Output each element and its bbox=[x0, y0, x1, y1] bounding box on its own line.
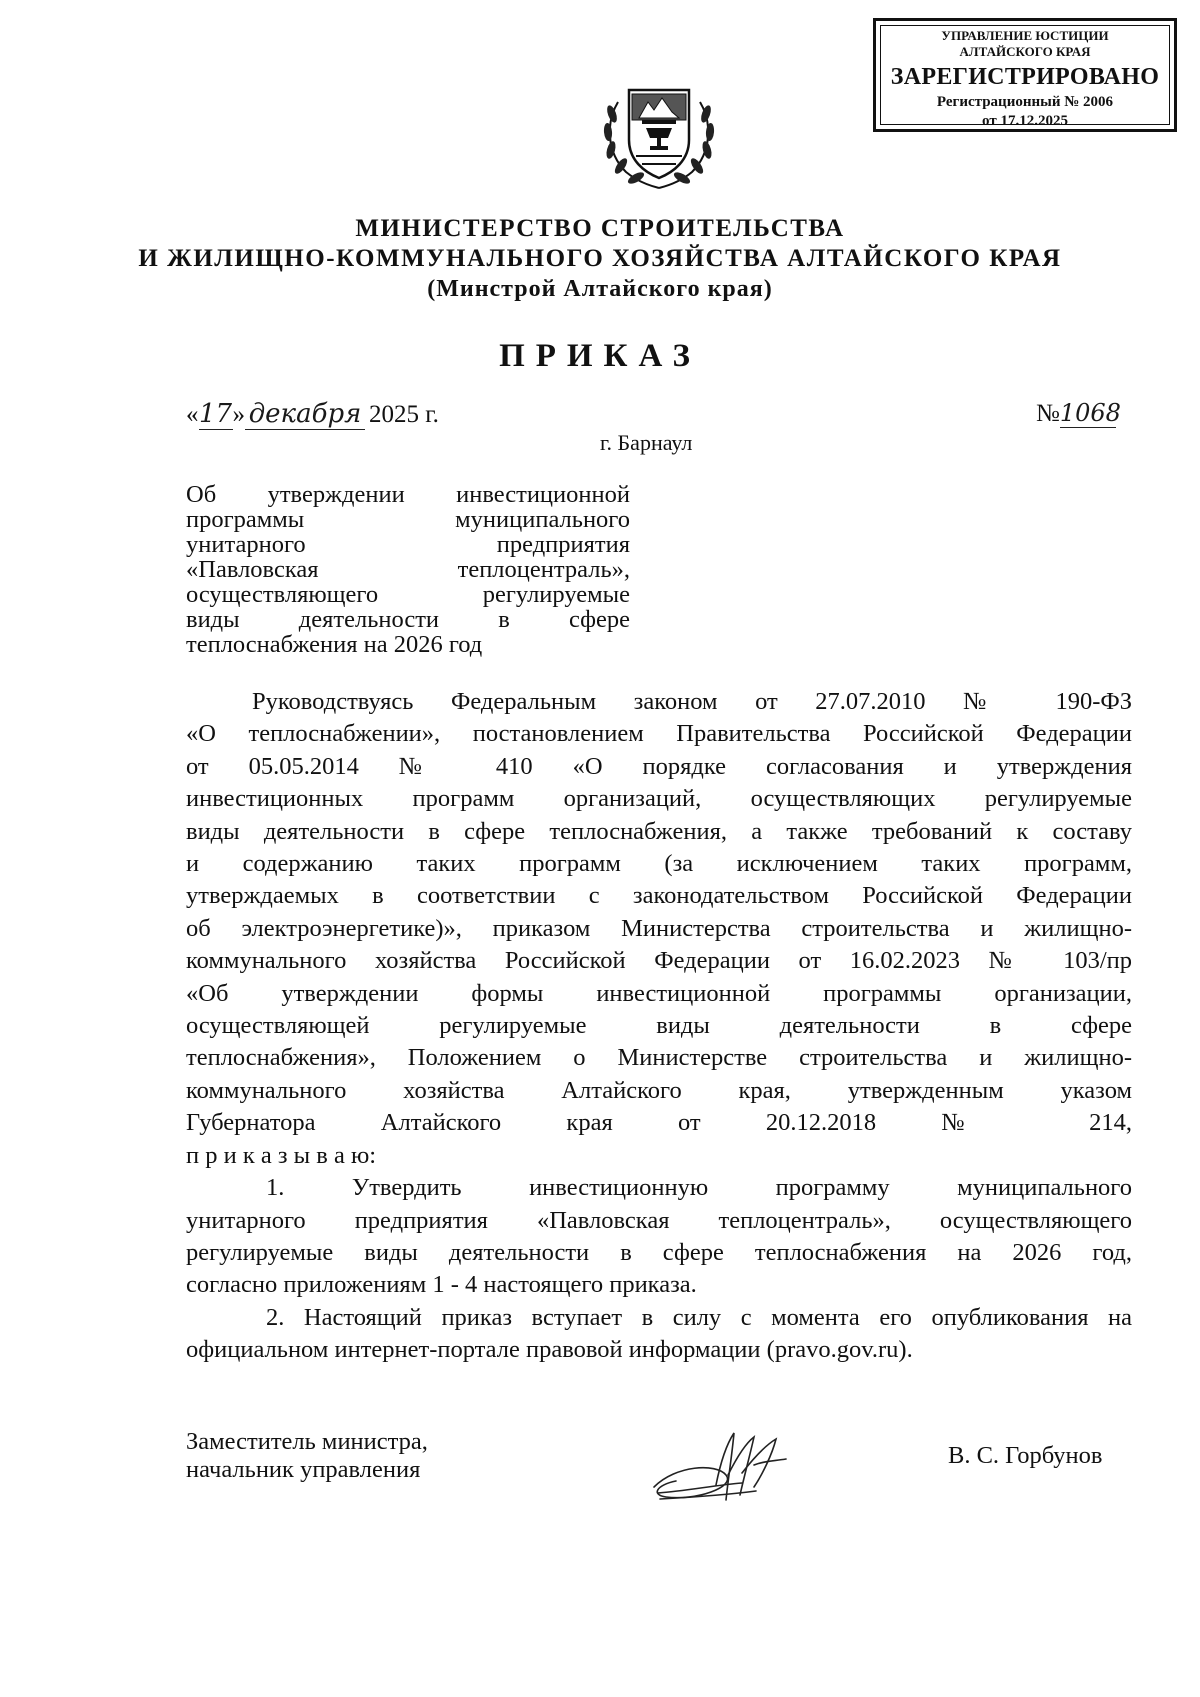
body-line: официальном интернет-портале правовой информации (pravo.gov.ru). bbox=[186, 1336, 913, 1364]
order-subject bbox=[186, 482, 630, 657]
order-body bbox=[186, 686, 1132, 1367]
signatory-name: В. С. Горбунов bbox=[948, 1442, 1103, 1469]
subject-line: осуществляющего регулируемые bbox=[186, 581, 630, 608]
number-value: 1068 bbox=[1059, 399, 1121, 427]
subject-line: «Павловская теплоцентраль», bbox=[186, 556, 630, 583]
subject-line: Об утверждении инвестиционной bbox=[186, 481, 630, 508]
document-title: ПРИКАЗ bbox=[499, 338, 701, 374]
body-line: 1. Утвердить инвестиционную программу муниципального bbox=[266, 1174, 1132, 1202]
body-line: осуществляющей регулируемые виды деятельности в сфере bbox=[186, 1012, 1132, 1040]
date-day: 17 bbox=[198, 399, 233, 429]
position-line2: начальник управления bbox=[186, 1456, 421, 1483]
subject-line: виды деятельности в сфере bbox=[186, 606, 630, 633]
order-number bbox=[1036, 399, 1121, 428]
stamp-reg-date: от 17.12.2025 bbox=[982, 113, 1068, 129]
body-line: «О теплоснабжении», постановлением Правительства Российской Федерации bbox=[186, 720, 1132, 748]
stamp-org-line1: УПРАВЛЕНИЕ ЮСТИЦИИ bbox=[941, 28, 1109, 43]
body-line: коммунального хозяйства Российской Федерации от 16.02.2023 № 103/пр bbox=[186, 947, 1132, 975]
subject-line: унитарного предприятия bbox=[186, 531, 630, 558]
ministry-name-line1: МИНИСТЕРСТВО СТРОИТЕЛЬСТВА bbox=[355, 215, 845, 242]
body-line: инвестиционных программ организаций, осуществляющих регулируемые bbox=[186, 785, 1132, 813]
city: г. Барнаул bbox=[600, 430, 693, 455]
ministry-short-name: (Минстрой Алтайского края) bbox=[427, 276, 773, 302]
number-prefix: № bbox=[1036, 400, 1060, 427]
subject-line: теплоснабжения на 2026 год bbox=[186, 631, 483, 658]
body-line: от 05.05.2014 № 410 «О порядке согласования и утверждения bbox=[186, 752, 1132, 780]
body-line: и содержанию таких программ (за исключением таких программ, bbox=[186, 850, 1132, 878]
order-date bbox=[186, 399, 439, 430]
body-line: «Об утверждении формы инвестиционной программы организации, bbox=[186, 979, 1132, 1007]
body-line: Руководствуясь Федеральным законом от 27.07.2010 № 190-ФЗ bbox=[252, 688, 1132, 715]
order-directive: п р и к а з ы в а ю: bbox=[186, 1141, 377, 1169]
body-line: 2. Настоящий приказ вступает в силу с момента его опубликования на bbox=[266, 1303, 1132, 1331]
stamp-reg-number: Регистрационный № 2006 bbox=[936, 94, 1114, 110]
stamp-org-line2: АЛТАЙСКОГО КРАЯ bbox=[959, 44, 1091, 59]
coat-of-arms-emblem bbox=[596, 72, 722, 192]
date-open-quote: « bbox=[186, 401, 199, 428]
position-line1: Заместитель министра, bbox=[186, 1428, 428, 1455]
body-line: коммунального хозяйства Алтайского края, утвержденным указом bbox=[186, 1076, 1132, 1104]
body-line: теплоснабжения», Положением о Министерстве строительства и жилищно- bbox=[186, 1044, 1132, 1072]
body-line: унитарного предприятия «Павловская теплоцентраль», осуществляющего bbox=[186, 1206, 1132, 1234]
date-year: 2025 г. bbox=[369, 401, 439, 428]
body-line: регулируемые виды деятельности в сфере теплоснабжения на 2026 год, bbox=[186, 1238, 1132, 1266]
body-line: об электроэнергетике)», приказом Министерства строительства и жилищно- bbox=[186, 914, 1132, 942]
ministry-name-line2: И ЖИЛИЩНО-КОММУНАЛЬНОГО ХОЗЯЙСТВА АЛТАЙСКОГО КРАЯ bbox=[138, 245, 1062, 272]
body-line: согласно приложениям 1 - 4 настоящего приказа. bbox=[186, 1271, 697, 1299]
body-line: Губернатора Алтайского края от 20.12.2018 № 214, bbox=[186, 1109, 1132, 1137]
signatory-position bbox=[186, 1428, 428, 1484]
registration-stamp bbox=[873, 18, 1177, 132]
date-close-quote: » bbox=[232, 401, 245, 428]
subject-line: программы муниципального bbox=[186, 506, 630, 533]
body-line: утверждаемых в соответствии с законодательством Российской Федерации bbox=[186, 882, 1132, 910]
date-month: декабря bbox=[245, 399, 365, 430]
handwritten-signature bbox=[646, 1425, 806, 1515]
body-line: виды деятельности в сфере теплоснабжения, а также требований к составу bbox=[186, 817, 1132, 845]
stamp-status: ЗАРЕГИСТРИРОВАНО bbox=[890, 64, 1160, 90]
